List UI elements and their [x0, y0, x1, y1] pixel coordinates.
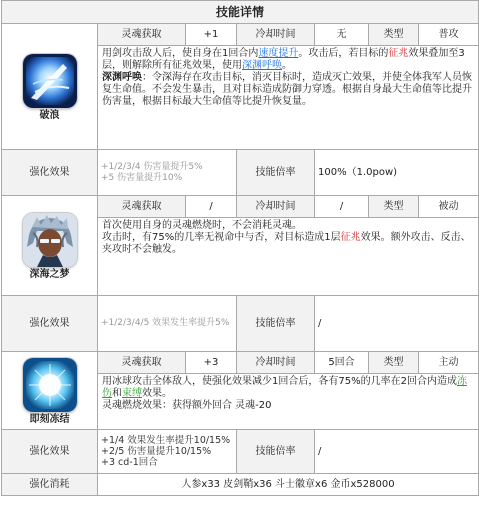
- keyword-omen[interactable]: 征兆: [388, 48, 409, 59]
- soul-label: 灵魂获取: [98, 24, 186, 46]
- skill-description: [98, 46, 479, 150]
- cooldown-value: 无: [315, 24, 369, 46]
- cost-label: 强化消耗: [2, 474, 98, 496]
- page-title: 技能详情: [2, 1, 479, 24]
- skill-cell: [2, 352, 98, 430]
- type-label: 类型: [369, 352, 419, 374]
- desc-text: 效果。: [142, 388, 172, 399]
- cooldown-label: 冷却时间: [237, 24, 315, 46]
- multiplier-value: 100%（1.0pow): [315, 150, 479, 196]
- type-label: 类型: [369, 24, 419, 46]
- skill-detail-table: [1, 0, 479, 496]
- multiplier-label: 技能倍率: [237, 296, 315, 352]
- skill-description: [98, 218, 479, 296]
- desc-text: 效果叠加至3层，则解除所有征兆效果，使用: [102, 48, 465, 71]
- skill-name: 深海之梦: [29, 268, 70, 280]
- type-value: 被动: [419, 196, 479, 218]
- enhance-list: [98, 150, 237, 196]
- cooldown-value: /: [315, 196, 369, 218]
- wave-slash-icon: [23, 54, 77, 108]
- cooldown-label: 冷却时间: [237, 352, 315, 374]
- multiplier-label: 技能倍率: [237, 150, 315, 196]
- abyss-call-heading: 深渊呼唤: [102, 72, 142, 83]
- skill-cell: [2, 196, 98, 296]
- enhance-item: +5 伤害量提升10%: [101, 172, 183, 183]
- enhance-item: +3 cd-1回合: [101, 457, 158, 468]
- keyword-bind[interactable]: 束缚: [122, 388, 142, 399]
- cost-value: 人参x33 皮剑鞘x36 斗士徽章x6 金币x528000: [98, 474, 479, 496]
- skill-cell: [2, 24, 98, 150]
- skill-name: 破浪: [39, 109, 60, 121]
- enhance-list: [98, 430, 237, 474]
- cooldown-value: 5回合: [315, 352, 369, 374]
- soul-burn-effect: 灵魂燃烧效果：获得额外回合 灵魂-20: [102, 400, 272, 411]
- enhance-item: +2/5 伤害量提升10/15%: [101, 446, 212, 457]
- ice-orb-icon: [23, 358, 77, 412]
- enhance-item: +1/2/3/4 伤害量提升5%: [101, 161, 203, 172]
- keyword-speed-up[interactable]: 速度提升: [258, 48, 299, 59]
- type-value: 主动: [419, 352, 479, 374]
- keyword-omen[interactable]: 征兆: [340, 232, 361, 243]
- enhance-item: +1/4 效果发生率提升10/15%: [101, 435, 231, 446]
- soul-label: 灵魂获取: [98, 352, 186, 374]
- deep-sea-portrait-icon: [23, 213, 77, 267]
- desc-text: 效果。额外攻击、反击、夹攻时不会触发。: [102, 232, 471, 255]
- desc-text: 攻击时，有75%的几率无视命中与否，对目标造成1层: [102, 232, 341, 243]
- keyword-abyss-call[interactable]: 深渊呼唤: [242, 60, 282, 71]
- desc-text: ：令深海存在攻击目标，消灭目标时，造成灭亡效果，并使全体我军人员恢复生命值。不会发生暴击，且对目标造成防御力穿透。根据自身最大生命值等比提升伤害量，根据目标最大生命值等比提升恢复量。: [102, 72, 472, 107]
- type-value: 普攻: [419, 24, 479, 46]
- desc-text: 用剑攻击敌人后，使自身在1回合内: [102, 48, 259, 59]
- soul-value: /: [186, 196, 237, 218]
- desc-text: 。: [282, 60, 292, 71]
- enhance-item: +1/2/3/4/5 效果发生率提升5%: [101, 318, 230, 328]
- multiplier-value: /: [315, 430, 479, 474]
- type-label: 类型: [369, 196, 419, 218]
- multiplier-value: /: [315, 296, 479, 352]
- multiplier-label: 技能倍率: [237, 430, 315, 474]
- enhance-label: 强化效果: [2, 296, 98, 352]
- soul-value: +1: [186, 24, 237, 46]
- enhance-list: [98, 296, 237, 352]
- skill-description: [98, 374, 479, 430]
- cooldown-label: 冷却时间: [237, 196, 315, 218]
- desc-text: 。攻击后，若目标的: [298, 48, 389, 59]
- enhance-label: 强化效果: [2, 430, 98, 474]
- soul-label: 灵魂获取: [98, 196, 186, 218]
- soul-value: +3: [186, 352, 237, 374]
- desc-text: 用冰球攻击全体敌人，使强化效果减少1回合后，各有75%的几率在2回合内造成: [102, 376, 457, 387]
- desc-text: 首次使用自身的灵魂燃烧时，不会消耗灵魂。: [102, 220, 302, 231]
- skill-name: 即刻冻结: [29, 413, 70, 425]
- enhance-label: 强化效果: [2, 150, 98, 196]
- keyword-frostbite[interactable]: 冻伤: [102, 376, 467, 399]
- desc-text: 和: [112, 388, 122, 399]
